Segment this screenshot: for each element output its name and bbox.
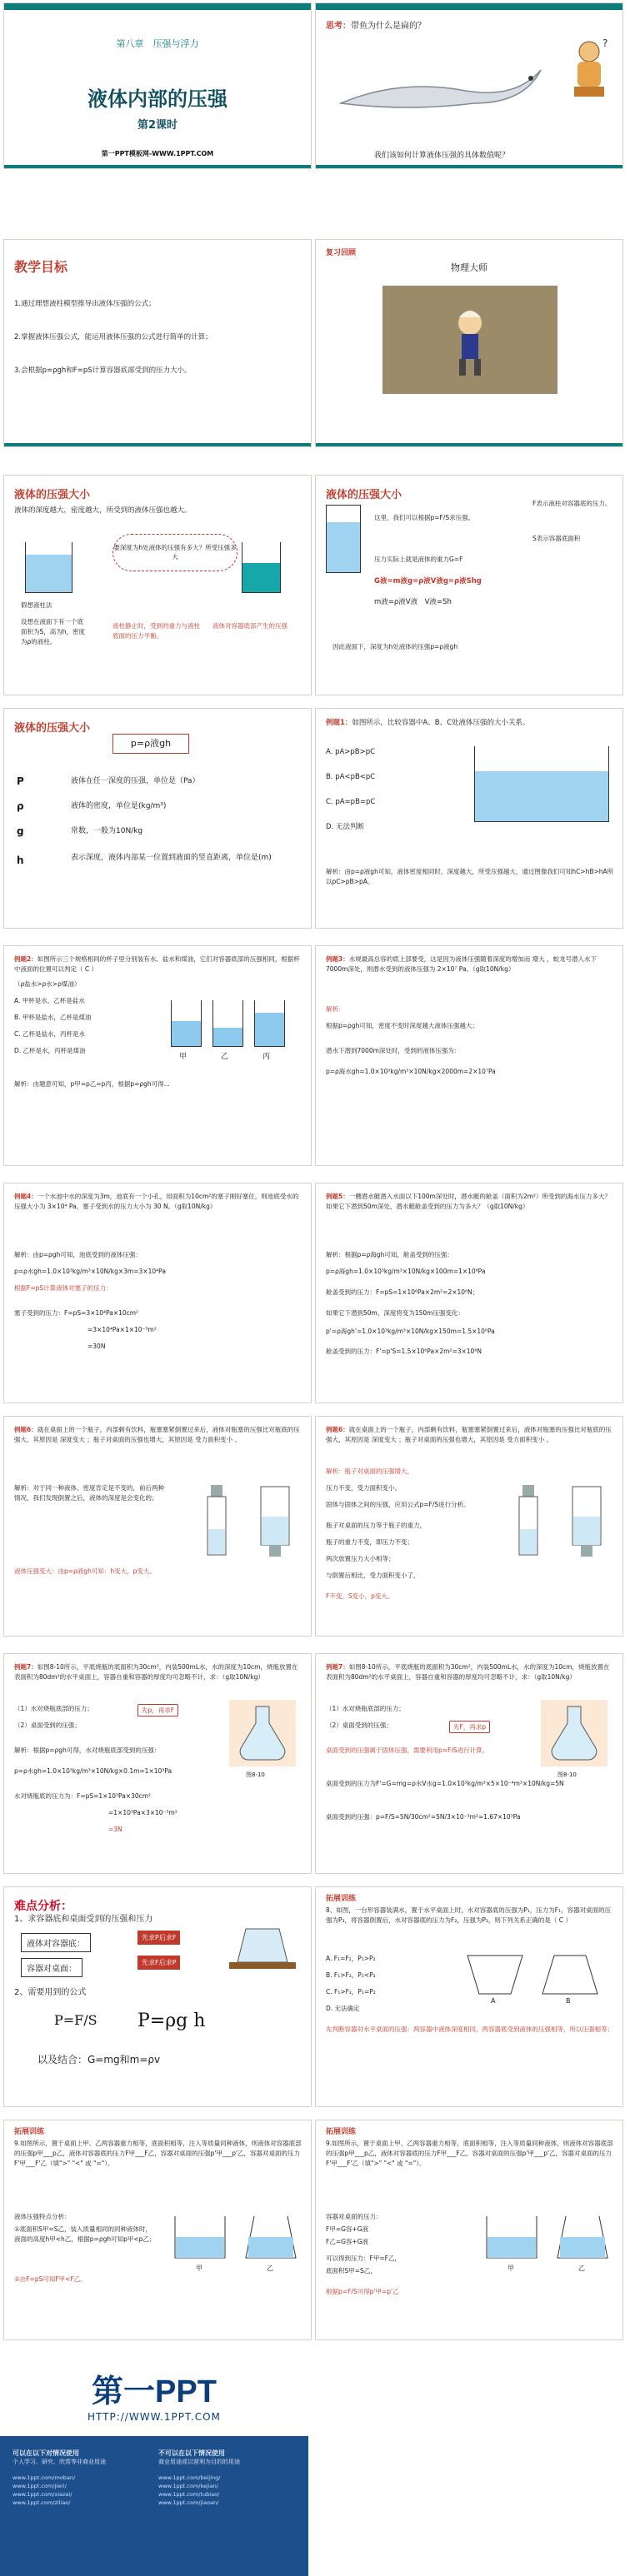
section-tag: 拓展训练	[326, 2128, 357, 2136]
analysis-4: =1×10³Pa×3×10⁻³m²	[108, 1809, 178, 1816]
analysis-3: ②由F=pS可知F甲<F乙。	[14, 2275, 87, 2283]
credits-page	[0, 2344, 308, 2576]
slide-example-3	[315, 945, 623, 1166]
def-h: 表示深度，液体内部某一位置到液面的竖直距离，单位是(m)	[71, 854, 272, 862]
option-b: B. 甲杯是盐水，乙杯是煤油	[14, 1014, 92, 1021]
example-question	[326, 1425, 614, 1445]
analysis-1: 解析：对于同一种液体，密度肯定是不变的，前后两种情况，我们发现倒置之后，液体的深度是会变化的；	[14, 1484, 164, 1502]
link[interactable]: www.1ppt.com/ziliao/	[12, 2499, 71, 2506]
svg-text:?: ?	[602, 37, 608, 49]
slide-extension-8	[315, 1886, 623, 2107]
hint-tag: 先F，再求p	[449, 1721, 490, 1733]
def-p: 液体在任一深度的压强，单位是（Pa）	[71, 777, 200, 785]
example-text: 如图8-10所示，平底烧瓶的底面积为30cm²，内装500mL水，水的深度为10cm，烧瓶放置在表面积为80dm²的水平桌面上，容器自重和容器的厚度均可忽略不计，求：（g取10N/kg）	[14, 1663, 298, 1681]
cup-yi	[212, 1000, 243, 1047]
thinking-person-icon	[566, 37, 612, 103]
analysis-5: =3N	[108, 1826, 122, 1833]
allowed-column	[12, 2449, 154, 2507]
label-jia: 甲	[508, 2265, 514, 2272]
bottom-bar	[4, 165, 311, 168]
goal-2: 2.掌握液体压强公式，能运用液体压强的公式进行简单的计算；	[14, 333, 212, 341]
container-yi-icon	[242, 2212, 300, 2262]
formula-liquid: P=ρg h	[138, 2010, 206, 2031]
point-1: 1、求容器底和桌面受到的压强和压力	[14, 1915, 153, 1924]
slide-example-4	[3, 1183, 312, 1403]
top-bar	[4, 3, 311, 10]
slide-derivation	[315, 475, 623, 695]
section-heading: 液体的压强大小	[326, 489, 402, 501]
think-line	[326, 18, 426, 31]
section-tag: 拓展训练	[326, 1895, 357, 1903]
conclusion: 因此液面下，深度为h处液体的压强p=ρ液gh	[332, 643, 458, 650]
slide-example-2	[3, 945, 312, 1166]
slide-example-6a	[3, 1416, 312, 1637]
example-label: 例题5：	[326, 1193, 349, 1200]
row-container-bottom: 液体对容器底：	[21, 1933, 91, 1952]
column-description: 设想在液面下有一个底面积为S，高为h，密度为ρ的液柱。	[21, 618, 86, 645]
label-bing: 丙	[262, 1053, 271, 1061]
slide-subtitle: 第2课时	[137, 119, 178, 132]
allowed-text: 个人学习、研究、欣赏等非商业用途	[12, 2459, 106, 2465]
example-label: 例题6：	[326, 1426, 349, 1433]
bottle-upright-icon	[196, 1483, 238, 1558]
example-question	[14, 1425, 302, 1445]
def-g: 常数，一般为10N/kg	[71, 827, 143, 835]
container-b-icon	[541, 1954, 599, 1996]
slide-extension-9a	[3, 2120, 312, 2340]
video-frame[interactable]	[382, 286, 558, 394]
analysis-2: 潜水下潜到7000m深处时，受到的液体压强为：	[326, 1047, 461, 1054]
slide-main-title: 液体内部的压强	[88, 87, 228, 111]
analysis-3: F乙=G容+G液	[326, 2238, 369, 2245]
slide-example-7a	[3, 1653, 312, 1874]
option-c: C. 乙杯是盐水，丙杯是水	[14, 1030, 86, 1038]
section-heading: 教学目标	[14, 259, 68, 275]
analysis-1: 液体压强特点分析：	[14, 2213, 71, 2220]
analysis-5: p'=ρ海gh'=1.0×10³kg/m³×10N/kg×150m=1.5×10⁶Pa	[326, 1328, 495, 1335]
label-jia: 甲	[196, 2265, 202, 2272]
site-label: 第一PPT模板网-WWW.1PPT.COM	[101, 150, 214, 157]
analysis-7: 与倒置后相比，受力面积变小了，	[326, 1572, 420, 1579]
example-question	[14, 954, 302, 974]
slide-example-6b	[315, 1416, 623, 1637]
bottle-upright-icon	[508, 1483, 549, 1558]
formula-pressure-def: P=F/S	[54, 2012, 98, 2028]
def-rho: 液体的密度，单位是(kg/m³)	[71, 802, 167, 810]
beaker-right	[242, 542, 281, 593]
analysis-2: p=ρ海gh=1.0×10³kg/m³×10N/kg×100m=1×10⁶Pa	[326, 1268, 486, 1275]
density-hint: （ρ盐水>ρ水>ρ煤油）	[14, 980, 81, 988]
think-label: 思考：	[326, 22, 351, 31]
example-text: 如图所示，比较容器中A、B、C处液体压强的大小关系。	[352, 719, 530, 727]
symbol-h: h	[17, 855, 24, 866]
example-text: 就在桌面上的一个瓶子，内部剩有饮料，瓶塞塞紧倒置过来后，液体对瓶塞的压强比对瓶底的压强大，其原因是 深度变大 ；瓶子对桌面的压强也增大，其原因是 受力面积变小 。	[14, 1426, 300, 1443]
analysis-3: 水对烧瓶底的压力为：F=pS=1×10³Pa×30cm²	[14, 1792, 152, 1800]
figure-caption: 图8-10	[558, 1771, 577, 1778]
beaker-left	[25, 542, 72, 593]
sub-question-1: （1）水对烧瓶底部的压力；	[14, 1705, 93, 1712]
option-b: B. pA<pB<pC	[326, 773, 376, 781]
link[interactable]: www.1ppt.com/xiazai/	[12, 2491, 72, 2498]
analysis-2: F甲=G容+G液	[326, 2225, 369, 2233]
analysis-2: p=ρ水gh=1.0×10³kg/m³×10N/kg×3m=3×10⁴Pa	[14, 1268, 166, 1275]
section-heading: 液体的压强大小	[14, 722, 91, 735]
example-label: 例题7：	[14, 1663, 38, 1671]
container-yi-icon	[553, 2212, 612, 2262]
fish-illustration	[332, 53, 549, 120]
section-heading: 液体的压强大小	[14, 489, 91, 501]
label-b: B	[566, 1997, 571, 2005]
analysis-1: 解析：根据p=ρgh可得，水对烧瓶底部受到的压强：	[14, 1746, 161, 1754]
analysis-2: p=ρ水gh=1.0×10³kg/m³×10N/kg×0.1m=1×10³Pa	[14, 1767, 172, 1775]
analysis-2: 桌面受到的压力为F'=G=mg=ρ水V水g=1.0×10³kg/m³×5×10⁻⁴m³×10N/kg=5N	[326, 1780, 564, 1787]
symbol-g: g	[17, 825, 24, 837]
top-bar	[316, 3, 622, 10]
sub-question-2: （2）桌面受到的压强；	[326, 1721, 392, 1729]
container-jia-icon	[482, 2212, 541, 2262]
speech-bubble: 要深度为h处液体的压强有多大？所受压强多大	[112, 534, 238, 571]
section-heading: 难点分析：	[14, 1900, 72, 1913]
option-c: C. F₁>F₂，P₁=P₂	[326, 1988, 376, 1996]
forbidden-title: 不可以在以下情况使用	[158, 2449, 225, 2457]
example-text: 一个水池中水的深度为3m，池底有一个小孔，用面积为10cm²的塞子刚好塞住，则池底受水的压强大小为 3×10⁴ Pa，塞子受到水的压力大小为 30 N。（g取10N/kg）	[14, 1193, 299, 1210]
link[interactable]: www.1ppt.com/tubiao/	[158, 2491, 220, 2498]
label-jia: 甲	[179, 1053, 188, 1061]
think-question: 带鱼为什么是扁的？	[351, 22, 426, 31]
formula-box: p=ρ液gh	[112, 734, 189, 754]
note-area: S表示容器底面积	[532, 535, 581, 542]
forbidden-text: 商业用途或以营利为目的的用途	[158, 2459, 240, 2465]
analysis-3: 舱盖受到的压力：F=pS=1×10⁶Pa×2m²=2×10⁶N；	[326, 1288, 479, 1296]
example-label: 例题1：	[326, 719, 352, 727]
analysis: 先判断容器对水平桌面的压强：两容器中液体深度相同，两容器底受到液体的压强相等，所以压强相等；	[326, 2025, 613, 2033]
goal-1: 1.通过理想液柱模型推导出液体压强的公式；	[14, 300, 156, 308]
slide-formula	[3, 708, 312, 929]
example-label: 例题7：	[326, 1663, 349, 1671]
symbol-p: P	[17, 775, 24, 787]
example-label: 例题6：	[14, 1426, 38, 1433]
logo-url[interactable]: HTTP://WWW.1PPT.COM	[88, 2411, 221, 2423]
option-b: B. F₁>F₂，P₁<P₂	[326, 1971, 376, 1979]
link[interactable]: www.1ppt.com/moban/	[12, 2474, 76, 2481]
link[interactable]: www.1ppt.com/jieri/	[12, 2483, 67, 2489]
analysis-6: 根据p=F/S可得p'甲=p'乙	[326, 2288, 399, 2295]
row-table-surface: 容器对桌面：	[21, 1958, 82, 1977]
slide-difficulty	[3, 1886, 312, 2107]
example-question	[14, 1192, 302, 1212]
example-question	[326, 1192, 614, 1212]
logo: 第一PPT	[92, 2374, 217, 2409]
example-label: 例题2：	[14, 955, 38, 963]
analysis-3: 固体与固体之间的压强，应用公式p=F/S进行分析。	[326, 1501, 470, 1508]
analysis-5: 瓶子的重力不变，即压力不变；	[326, 1538, 413, 1546]
slide-example-5	[315, 1183, 623, 1403]
option-d: D. 无法判断	[326, 823, 364, 831]
slide-extension-9b	[315, 2120, 623, 2340]
analysis-3: p=ρ海水gh=1.0×10³kg/m³×10N/kg×2000m=2×10⁷Pa	[326, 1068, 496, 1075]
bottom-bar	[316, 165, 622, 168]
label-yi: 乙	[578, 2265, 585, 2272]
label-bottom-pressure: 液体对容器底部产生的压强	[212, 622, 288, 630]
tag-first-f: 先求F后求P	[138, 1956, 180, 1970]
analysis-label: 解析：	[326, 1005, 345, 1013]
bottom-question: 我们该如何计算液体压强的具体数值呢？	[374, 152, 510, 160]
question: 9.如图所示，置于桌面上甲、乙两容器重力相等，底面积相等，注入等质量同种液体，则液体对容器底部的压强p甲___p乙，液体对容器底的压力F甲___F乙，容器对桌面的压强p'甲___p'乙，容器对桌面的压力F'甲___F'乙（填">" "<" 或 "="）。	[326, 2140, 613, 2167]
analysis-1: 解析：由p=ρgh可知，池底受到的液体压强：	[14, 1251, 142, 1258]
sub-question-1: （1）水对烧瓶底部的压力；	[326, 1705, 405, 1712]
example-text: 水规最高总容的底上部要受，这是因为液体压强随着深度的增加而 增大 ，蛟龙号潜入水下7000m深处，则潜水受到的液体压强为 2×10⁷ Pa。（g取10N/kg）	[326, 955, 597, 973]
label-a: A	[491, 1997, 496, 2005]
column-description-2: 液柱静止时，受到的重力与液柱底面的压力平衡。	[112, 622, 200, 640]
analysis-6: =30N	[88, 1343, 106, 1350]
cup-jia	[171, 1000, 202, 1047]
label-yi: 乙	[267, 2265, 273, 2272]
option-a: A. 甲杯是水，乙杯是盐水	[14, 997, 85, 1004]
bottom-bar	[316, 443, 622, 446]
section-tag: 拓展训练	[14, 2128, 45, 2136]
slide-think	[315, 2, 623, 169]
analysis-6: 两次放置压力大小相等；	[326, 1555, 395, 1562]
slide-review	[315, 239, 623, 447]
option-c: C. pA=pB=pC	[326, 798, 376, 806]
goal-3: 3.会根据p=ρgh和F=pS计算容器底部受到的压力大小。	[14, 366, 192, 375]
flask-icon	[541, 1700, 608, 1766]
option-d: D. 无法确定	[326, 2005, 360, 2012]
slide-example-1	[315, 708, 623, 929]
slide-goals	[3, 239, 312, 447]
analysis: 解析：由p=ρ液gh可知，液体密度相同时，深度越大，所受压强越大，通过图像我们可知hC>hB>hA所以pC>pB>pA。	[326, 868, 614, 885]
bottle-inverted-icon	[566, 1483, 608, 1558]
analysis-1: 根据p=ρgh可知，密度不变时深度越大液体压强越大；	[326, 1022, 478, 1029]
analysis-5: 底面积S甲=S乙，	[326, 2267, 377, 2275]
analysis-8: F不变，S变小，p变大。	[326, 1592, 394, 1600]
example-text: 如图8-10所示，平底烧瓶的底面积为30cm²，内装500mL水，水的深度为10cm，烧瓶放置在表面积为80dm²的水平桌面上，容器自重和容器的厚度均可忽略不计，求：（g取10N/kg）	[326, 1663, 610, 1681]
link[interactable]: www.1ppt.com/kejian/	[158, 2483, 218, 2489]
analysis-6: 舱盖受到的压力：F'=p'S=1.5×10⁶Pa×2m²=3×10⁶N	[326, 1348, 482, 1355]
bottle-inverted-icon	[254, 1483, 296, 1558]
example-label: 例题3：	[326, 955, 349, 963]
link[interactable]: www.1ppt.com/beijing/	[158, 2474, 221, 2481]
container-jia-icon	[171, 2212, 229, 2262]
analysis-1: 桌面受到的压强属于固体压强，需要利用p=F/S进行计算。	[326, 1746, 489, 1754]
analysis-5: =3×10⁴Pa×1×10⁻³m²	[88, 1326, 157, 1333]
label-liquid-column: 假想液柱法	[21, 601, 52, 609]
sub-question-2: （2）桌面受到的压强；	[14, 1721, 81, 1729]
video-caption: 物理大师	[451, 262, 488, 273]
slide-liquid-column	[3, 475, 312, 695]
label-yi: 乙	[221, 1053, 229, 1061]
analysis-4: 塞子受到的压力：F=pS=3×10⁴Pa×10cm²	[14, 1309, 139, 1317]
intro-text: 液体的深度越大，密度越大，所受到的液体压强也越大。	[14, 506, 192, 515]
figure-caption: 图8-10	[246, 1771, 265, 1778]
point-2: 2、需要用到的公式	[14, 1988, 87, 1997]
link[interactable]: www.1ppt.com/jiaoan/	[158, 2499, 219, 2506]
slide-title	[3, 2, 312, 169]
question: 8、如图，一台形容器装满水，置于水平桌面上时，水对容器底的压强为P₁，压力为F₁，容器对桌面的压强为P₂，将容器倒置后，水对容器底的压力为F₂，压强为P₂，则下列关系正确的是（ C ）	[326, 1906, 612, 1924]
analysis-1: 容器对桌面的压力：	[326, 2213, 382, 2220]
cup-bing	[254, 1000, 285, 1047]
analysis-4: 瓶子对桌面的压力等于瓶子的重力，	[326, 1522, 426, 1529]
chapter-label: 第八章 压强与浮力	[116, 38, 199, 49]
point-3: 以及结合：G=mg和m=ρv	[38, 2054, 161, 2065]
note-weight: 压力实际上就是液体的重力G=F	[374, 556, 463, 563]
analysis-2: 液体压强变大：由p=ρ液gh可知：h变大，p变大。	[14, 1567, 156, 1575]
example-question	[14, 1662, 302, 1682]
bottom-bar	[4, 443, 311, 446]
analysis-3: 根据F=pS计算液体对塞子的压力：	[14, 1284, 112, 1292]
analysis-1: 解析：瓶子对桌面的压强增大，	[326, 1467, 413, 1475]
analysis-4: 可以得到压力：F甲=F乙，	[326, 2255, 401, 2262]
container-a-icon	[466, 1954, 524, 1996]
container-icon	[229, 1925, 296, 1975]
analysis-2: 压力不变，受力面积变小。	[326, 1484, 401, 1492]
hint-tag: 先p，再求F	[138, 1704, 178, 1717]
option-d: D. 乙杯是水，丙杯是煤油	[14, 1047, 86, 1054]
allowed-title: 可以在以下对情况使用	[12, 2449, 79, 2457]
example-text: 如图所示三个规格相同的杯子里分别装有水、盐水和煤油，它们对容器底部的压强相同，根据杯中液面的位置可以判定（ C ）	[14, 955, 300, 973]
question: 9.如图所示，置于桌面上甲、乙两容器重力相等，底面积相等，注入等质量同种液体，则液体对容器底部的压强p甲___p乙，液体对容器底的压力F甲___F乙，容器对桌面的压强p'甲___p'乙，容器对桌面的压力F'甲___F'乙（填">" "<" 或 "="）。	[14, 2140, 302, 2167]
analysis-1: 解析：根据p=ρ海gh可知，舱盖受到的压强：	[326, 1251, 453, 1258]
note-force: F表示液柱对容器底的压力。	[532, 500, 612, 507]
example-label: 例题4：	[14, 1193, 38, 1200]
slide-example-7b	[315, 1653, 623, 1874]
example-question	[326, 954, 614, 974]
symbol-rho: ρ	[17, 800, 24, 812]
tank-diagram	[474, 746, 609, 822]
section-tag: 复习回顾	[326, 249, 357, 257]
column-diagram	[326, 505, 361, 573]
example-text: 就在桌面上的一个瓶子，内部剩有饮料，瓶塞塞紧倒置过来后，液体对瓶塞的压强比对瓶底的压强大，其原因是 深度变大 ；瓶子对桌面的压强也增大，其原因是 受力面积变小 。	[326, 1426, 612, 1443]
tag-first-p: 先求P后求F	[138, 1931, 180, 1945]
flask-icon	[229, 1700, 296, 1766]
example-text: 一艘潜水艇潜入水面以下100m深处时，潜水艇的舱盖（面积为2m²）所受到的海水压力多大？如果它下潜到50m深处，潜水艇舱盖受到的压力为多大？（g取10N/kg）	[326, 1193, 611, 1210]
option-a: A. pA>pB>pC	[326, 748, 376, 756]
forbidden-column	[158, 2449, 300, 2507]
analysis: 解析：由题意可知，p甲=p乙=p丙，根据p=ρgh可得...	[14, 1080, 170, 1088]
analysis-4: 如果它下潜到50m，深度将变为150m压强变化：	[326, 1309, 464, 1317]
analysis-3: 桌面受到的压强：p=F/S=5N/30cm²=5N/3×10⁻³m²≈1.67×10³Pa	[326, 1813, 521, 1821]
cartoon-figure-icon	[382, 286, 558, 394]
formula-mass: m液=ρ液V液 V液=Sh	[374, 598, 452, 606]
example-question	[326, 1662, 614, 1682]
formula-intro: 这里，我们可以根据p=F/S求压强。	[374, 514, 475, 521]
example-question	[326, 717, 614, 729]
option-a: A. F₁=F₂，P₁>P₂	[326, 1955, 376, 1962]
formula-weight: G液=m液g=ρ液V液g=ρ液Shg	[374, 577, 482, 585]
analysis-2: ①底面积S甲=S乙，装入质量相同的同种液体时，液面的高度h甲<h乙，根据p=ρgh可知p甲<p乙；	[14, 2225, 156, 2243]
